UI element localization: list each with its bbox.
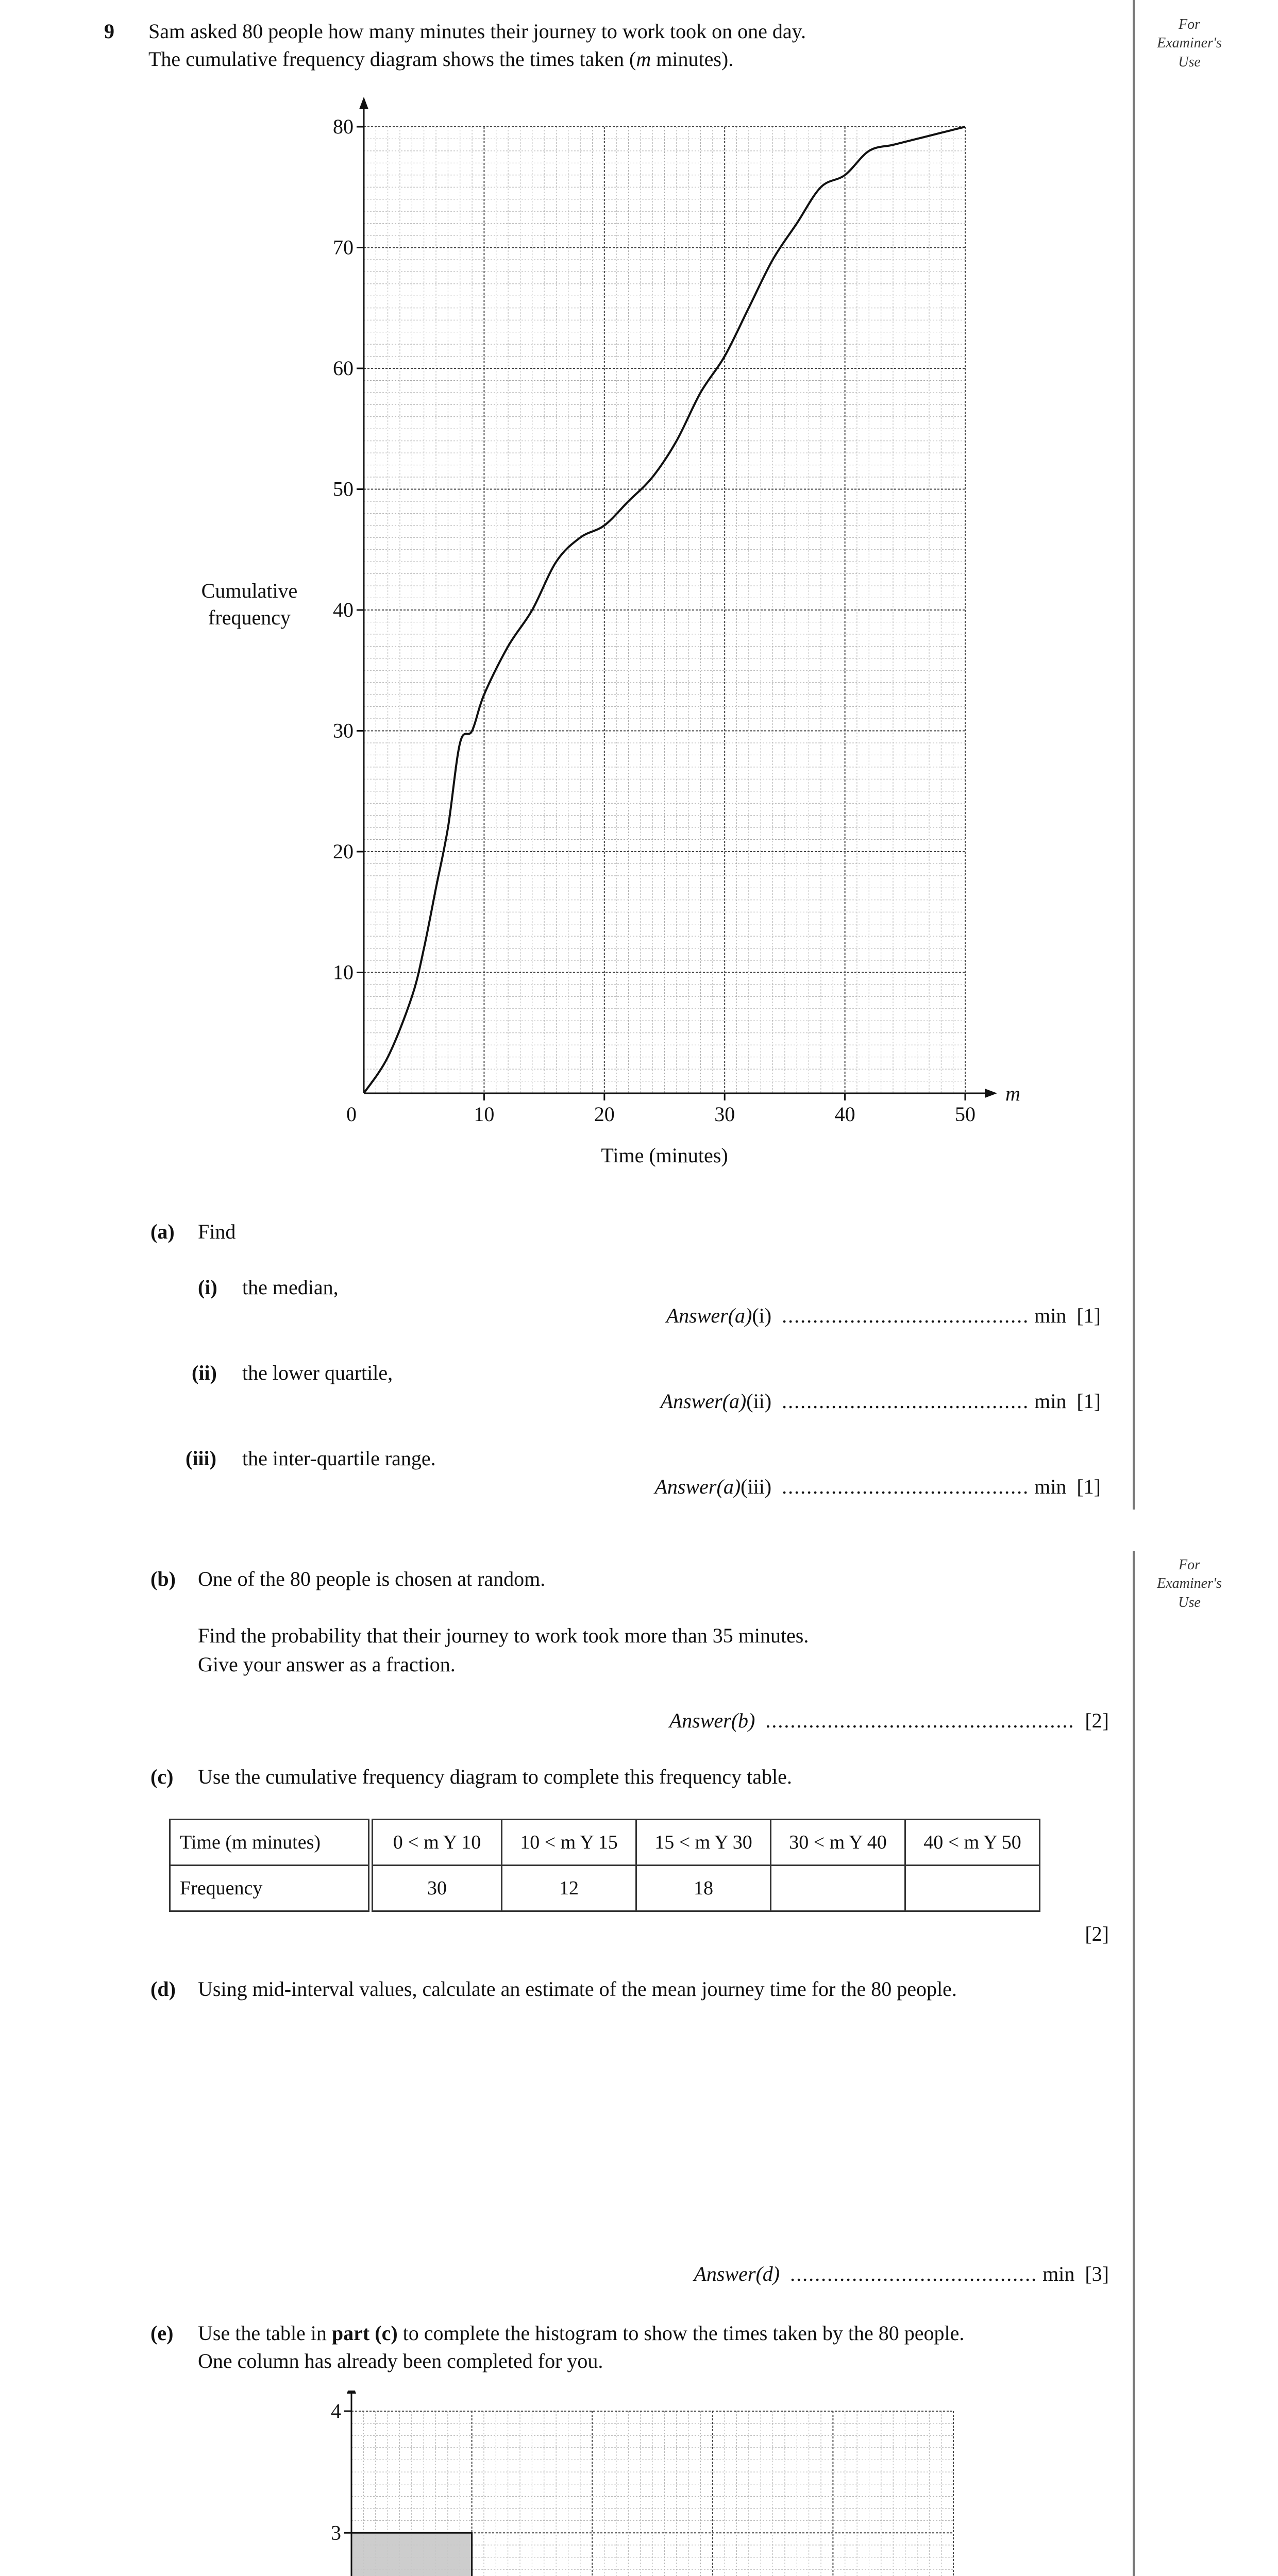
part-d-text: Using mid-interval values, calculate an estimate of the mean journey time for the 80 people. [198, 1977, 957, 2001]
y-axis-arrow [347, 2391, 356, 2394]
table-row-head-time: Time (m minutes) [170, 1820, 371, 1866]
part-b-text-2: Find the probability that their journey to work took more than 35 minutes. [198, 1624, 809, 1647]
histogram-chart[interactable] [0, 2391, 1134, 2576]
y-tick-label: 3 [331, 2521, 341, 2545]
mark-d: [3] [1085, 2262, 1109, 2285]
part-a-i-text: the median, [242, 1276, 339, 1299]
part-c-label: (c) [150, 1765, 174, 1788]
mark-a-i: [1] [1077, 1304, 1101, 1327]
y-tick-label: 50 [333, 477, 354, 501]
table-cell-frequency-input[interactable] [771, 1866, 905, 1911]
answer-a-i[interactable]: Answer(a)(i) ........................................ min [1] [666, 1304, 1101, 1327]
mark-a-ii: [1] [1077, 1389, 1101, 1413]
cumulative-frequency-chart [0, 0, 1134, 1195]
table-cell-frequency: 30 [371, 1866, 502, 1911]
part-e-label: (e) [150, 2321, 174, 2345]
x-tick-label: 50 [955, 1103, 976, 1126]
x-tick-label: 20 [594, 1103, 615, 1126]
x-axis-symbol: m [1005, 1082, 1020, 1105]
part-e-text-1: Use the table in part (c) to complete the histogram to show the times taken by the 80 people. [198, 2321, 965, 2345]
mark-a-iii: [1] [1077, 1475, 1101, 1498]
histogram-bar [351, 2533, 472, 2576]
y-axis-label: frequency [208, 606, 291, 629]
table-interval: 30 < m Y 40 [771, 1820, 905, 1866]
y-axis-arrow [359, 97, 368, 109]
y-axis-label: Cumulative [201, 579, 298, 602]
y-tick-label: 80 [333, 115, 354, 138]
frequency-table [169, 1819, 1040, 1912]
table-interval: 0 < m Y 10 [371, 1820, 502, 1866]
mark-b: [2] [1085, 1709, 1109, 1732]
x-axis-label: Time (minutes) [601, 1144, 728, 1167]
answer-a-iii[interactable]: Answer(a)(iii) ........................................ min [1] [654, 1475, 1101, 1498]
part-a-label: (a) [150, 1220, 175, 1243]
part-a-ii-text: the lower quartile, [242, 1361, 393, 1384]
answer-d[interactable]: Answer(d) ........................................ min [3] [694, 2262, 1109, 2285]
part-a-i-label: (i) [198, 1276, 217, 1299]
table-row-head-frequency: Frequency [170, 1866, 371, 1911]
y-tick-label: 40 [333, 598, 354, 621]
part-d-label: (d) [150, 1977, 176, 2001]
y-tick-label: 20 [333, 840, 354, 863]
y-tick-label: 4 [331, 2399, 341, 2422]
table-cell-frequency-input[interactable] [905, 1866, 1040, 1911]
y-tick-label: 30 [333, 719, 354, 742]
part-a-iii-label: (iii) [186, 1447, 216, 1470]
x-tick-label: 10 [474, 1103, 495, 1126]
question-number: 9 [104, 20, 114, 43]
mark-c: [2] [1085, 1922, 1109, 1945]
y-tick-label: 60 [333, 357, 354, 380]
table-interval: 10 < m Y 15 [502, 1820, 636, 1866]
y-tick-label: 70 [333, 235, 354, 259]
part-b-text-1: One of the 80 people is chosen at random. [198, 1567, 546, 1590]
x-axis-arrow [985, 1089, 997, 1098]
part-e-text-2: One column has already been completed for you. [198, 2349, 603, 2372]
table-interval: 15 < m Y 30 [636, 1820, 771, 1866]
part-a-iii-text: the inter-quartile range. [242, 1447, 436, 1470]
part-a-ii-label: (ii) [192, 1361, 217, 1384]
answer-b[interactable]: Answer(b) .................................................. [2] [669, 1709, 1109, 1732]
table-row-frequency [170, 1866, 1040, 1911]
table-interval: 40 < m Y 50 [905, 1820, 1040, 1866]
examiner-use-note-2: For Examiner's Use [1157, 1557, 1222, 1611]
part-c-text: Use the cumulative frequency diagram to complete this frequency table. [198, 1765, 792, 1788]
x-tick-label: 30 [714, 1103, 735, 1126]
part-b-text-3: Give your answer as a fraction. [198, 1653, 456, 1676]
examiner-use-note: For Examiner's Use [1157, 16, 1222, 70]
table-row-time [170, 1820, 1040, 1866]
question-intro-line-2: The cumulative frequency diagram shows the times taken (m minutes). [148, 47, 734, 71]
part-a-text: Find [198, 1220, 236, 1243]
y-tick-label: 10 [333, 960, 354, 984]
table-cell-frequency: 12 [502, 1866, 636, 1911]
table-cell-frequency: 18 [636, 1866, 771, 1911]
part-b-label: (b) [150, 1567, 176, 1590]
x-tick-label: 40 [834, 1103, 855, 1126]
x-tick-label: 0 [346, 1103, 357, 1126]
answer-a-ii[interactable]: Answer(a)(ii) ........................................ min [1] [660, 1389, 1101, 1413]
question-intro-line-1: Sam asked 80 people how many minutes their journey to work took on one day. [148, 20, 806, 43]
